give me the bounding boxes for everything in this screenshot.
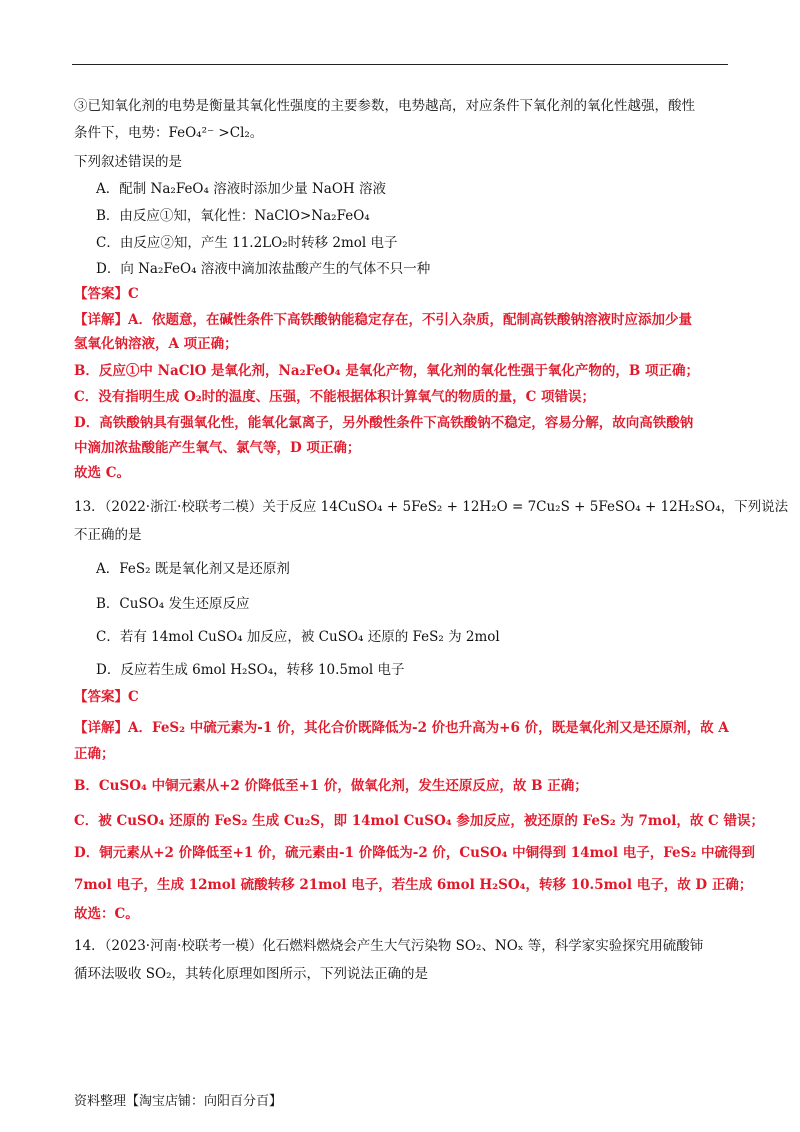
q13-explanation-6: 7mol 电子，生成 12mol 硫酸转移 21mol 电子，若生成 6mol H₂SO₄，转移 10.5mol 电子，故 D 正确； (74, 877, 753, 893)
option-a: A．配制 Na₂FeO₄ 溶液时添加少量 NaOH 溶液 (96, 181, 386, 197)
explanation-line-1: 【详解】A．依题意，在碱性条件下高铁酸钠能稳定存在，不引入杂质，配制高铁酸钠溶液时应添加少量 (74, 312, 692, 328)
answer-label: 【答案】C (74, 286, 139, 302)
q13-option-b: B．CuSO₄ 发生还原反应 (96, 596, 250, 612)
option-b: B．由反应①知，氧化性：NaClO>Na₂FeO₄ (96, 208, 370, 224)
question-14-stem: 14．（2023·河南·校联考一模）化石燃料燃烧会产生大气污染物 SO₂、NOₓ 等，科学家实验探究用硫酸铈 (74, 938, 704, 954)
header-rule (72, 64, 728, 65)
q13-explanation-5: D．铜元素从+2 价降低至+1 价，硫元素由-1 价降低为-2 价，CuSO₄ 中铜得到 14mol 电子，FeS₂ 中硫得到 (74, 845, 755, 861)
q13-option-c: C．若有 14mol CuSO₄ 加反应，被 CuSO₄ 还原的 FeS₂ 为 2mol (96, 629, 500, 645)
explanation-line-5: D．高铁酸钠具有强氧化性，能氧化氯离子，另外酸性条件下高铁酸钠不稳定，容易分解，故向高铁酸钠 (74, 415, 694, 431)
question-13-stem-2: 不正确的是 (74, 527, 142, 543)
q13-explanation-2: 正确； (74, 746, 115, 762)
text-line-2: 条件下，电势：FeO₄²⁻ >Cl₂。 (74, 125, 264, 141)
q13-answer-label: 【答案】C (74, 689, 139, 705)
q13-explanation-7: 故选：C。 (74, 906, 139, 922)
footer-note: 资料整理【淘宝店铺：向阳百分百】 (74, 1094, 283, 1109)
explanation-line-7: 故选 C。 (74, 465, 130, 481)
option-c: C．由反应②知，产生 11.2LO₂时转移 2mol 电子 (96, 235, 398, 251)
q13-option-d: D．反应若生成 6mol H₂SO₄，转移 10.5mol 电子 (96, 662, 405, 678)
text-line-1: ③已知氧化剂的电势是衡量其氧化性强度的主要参数，电势越高，对应条件下氧化剂的氧化性越强，酸性 (74, 98, 695, 114)
explanation-line-6: 中滴加浓盐酸能产生氧气、氯气等，D 项正确； (74, 440, 361, 456)
explanation-line-3: B．反应①中 NaClO 是氧化剂，Na₂FeO₄ 是氧化产物，氧化剂的氧化性强于氧化产物的，B 项正确； (74, 363, 699, 379)
q13-explanation-3: B．CuSO₄ 中铜元素从+2 价降低至+1 价，做氧化剂，发生还原反应，故 B 正确； (74, 778, 588, 794)
explanation-line-2: 氢氧化钠溶液，A 项正确； (74, 336, 238, 352)
explanation-line-4: C．没有指明生成 O₂时的温度、压强，不能根据体积计算氧气的物质的量，C 项错误； (74, 389, 596, 405)
option-d: D．向 Na₂FeO₄ 溶液中滴加浓盐酸产生的气体不只一种 (96, 261, 431, 277)
question-stem: 下列叙述错误的是 (74, 154, 182, 170)
q13-explanation-1: 【详解】A．FeS₂ 中硫元素为-1 价，其化合价既降低为-2 价也升高为+6 价，既是氧化剂又是还原剂，故 A (74, 720, 729, 736)
q13-option-a: A．FeS₂ 既是氧化剂又是还原剂 (96, 561, 290, 577)
question-14-stem-2: 循环法吸收 SO₂，其转化原理如图所示，下列说法正确的是 (74, 966, 429, 982)
question-13-stem: 13．（2022·浙江·校联考二模）关于反应 14CuSO₄ + 5FeS₂ + 12H₂O = 7Cu₂S + 5FeSO₄ + 12H₂SO₄，下列说法 (74, 499, 789, 515)
q13-explanation-4: C．被 CuSO₄ 还原的 FeS₂ 生成 Cu₂S，即 14mol CuSO₄ 参加反应，被还原的 FeS₂ 为 7mol，故 C 错误； (74, 813, 764, 829)
